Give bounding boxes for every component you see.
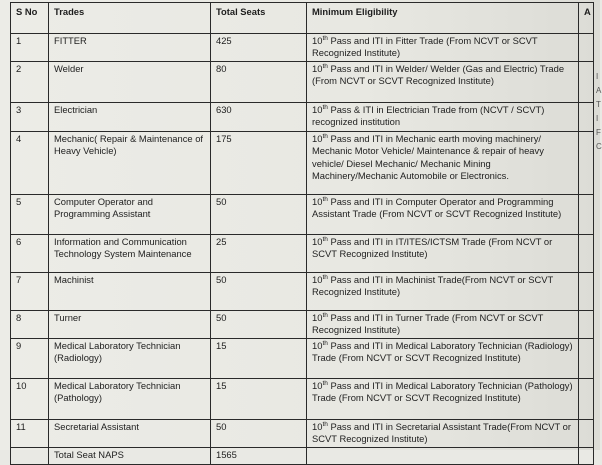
header-minimum-eligibility: Minimum Eligibility bbox=[307, 3, 579, 34]
class-number: 10 bbox=[312, 420, 323, 432]
table-row bbox=[11, 62, 594, 103]
header-trades: Trades bbox=[49, 3, 211, 34]
cut-off-cell bbox=[579, 273, 594, 311]
ordinal-suffix: th bbox=[322, 420, 328, 428]
trades-table bbox=[10, 2, 594, 465]
class-number: 10 bbox=[312, 236, 323, 247]
seats-cell: 425 bbox=[211, 34, 307, 62]
seats-cell: 80 bbox=[211, 62, 307, 103]
sno-cell: 11 bbox=[11, 419, 49, 447]
ordinal-suffix: th bbox=[322, 195, 328, 203]
ordinal-suffix: th bbox=[322, 62, 328, 70]
eligibility-cell bbox=[307, 62, 579, 103]
sno-cell: 6 bbox=[11, 235, 49, 273]
eligibility-text: Pass and ITI in Computer Operator and Programming Assistant Trade (From NCVT or SCVT Recognized Institute) bbox=[312, 196, 562, 220]
eligibility-cell bbox=[307, 195, 579, 235]
total-label: Total Seat NAPS bbox=[49, 447, 211, 464]
table-row bbox=[11, 34, 594, 62]
cut-off-cell bbox=[579, 378, 594, 419]
trade-cell: Medical Laboratory Technician (Pathology) bbox=[49, 378, 211, 419]
cut-off-cell bbox=[579, 34, 594, 62]
ordinal-suffix: th bbox=[322, 132, 328, 140]
cut-off-cell bbox=[579, 419, 594, 447]
class-number: 10 bbox=[312, 104, 323, 115]
seats-cell: 630 bbox=[211, 103, 307, 132]
eligibility-cell bbox=[307, 235, 579, 273]
eligibility-cell bbox=[307, 103, 579, 132]
table-row bbox=[11, 103, 594, 132]
eligibility-text: Pass and ITI in Welder/ Welder (Gas and Electric) Trade (From NCVT or SCVT Recognized Institute) bbox=[312, 63, 565, 87]
eligibility-text: Pass and ITI in IT/ITES/ICTSM Trade (From NCVT or SCVT Recognized Institute) bbox=[312, 236, 553, 260]
margin-letter: A bbox=[596, 86, 602, 95]
ordinal-suffix: th bbox=[322, 273, 328, 281]
total-row bbox=[11, 447, 594, 464]
class-number: 10 bbox=[312, 35, 323, 46]
seats-cell: 50 bbox=[211, 311, 307, 339]
cut-off-cell bbox=[579, 311, 594, 339]
ordinal-suffix: th bbox=[322, 311, 328, 319]
cut-off-cell bbox=[579, 195, 594, 235]
eligibility-cell bbox=[307, 378, 579, 419]
total-seats: 1565 bbox=[211, 447, 307, 464]
seats-cell: 15 bbox=[211, 338, 307, 378]
eligibility-text: Pass & ITI in Electrician Trade from (NCVT / SCVT) recognized institution bbox=[312, 104, 545, 128]
margin-letters bbox=[596, 70, 602, 154]
ordinal-suffix: th bbox=[322, 379, 328, 387]
seats-cell: 50 bbox=[211, 273, 307, 311]
class-number: 10 bbox=[312, 379, 323, 391]
cut-off-cell bbox=[579, 62, 594, 103]
total-eligibility bbox=[307, 447, 579, 464]
cut-off-cell bbox=[579, 103, 594, 132]
table-row bbox=[11, 273, 594, 311]
table-row bbox=[11, 419, 594, 447]
table-row bbox=[11, 195, 594, 235]
class-number: 10 bbox=[312, 133, 323, 144]
trade-cell: Computer Operator and Programming Assistant bbox=[49, 195, 211, 235]
eligibility-text: Pass and ITI in Mechanic earth moving machinery/ Mechanic Motor Vehicle/ Maintenance & repair of heavy vehicle/ Diesel Mechanic/ Mechanic Mining Machinery/Mechanic Automobile or Electronics. bbox=[312, 133, 544, 181]
eligibility-text: Pass and ITI in Secretarial Assistant Trade(From NCVT or SCVT Recognized Institute) bbox=[312, 420, 572, 444]
cut-off-cell bbox=[579, 235, 594, 273]
eligibility-cell bbox=[307, 338, 579, 378]
table-row bbox=[11, 132, 594, 195]
cut-off-cell bbox=[579, 338, 594, 378]
table-row bbox=[11, 338, 594, 378]
total-sno bbox=[11, 447, 49, 464]
ordinal-suffix: th bbox=[322, 34, 328, 42]
class-number: 10 bbox=[312, 196, 323, 207]
eligibility-text: Pass and ITI in Turner Trade (From NCVT or SCVT Recognized Institute) bbox=[312, 312, 544, 336]
trade-cell: Mechanic( Repair & Maintenance of Heavy Vehicle) bbox=[49, 132, 211, 195]
trade-cell: Information and Communication Technology System Maintenance bbox=[49, 235, 211, 273]
sno-cell: 2 bbox=[11, 62, 49, 103]
ordinal-suffix: th bbox=[322, 339, 328, 347]
eligibility-cell bbox=[307, 132, 579, 195]
trade-cell: Welder bbox=[49, 62, 211, 103]
header-sno: S No bbox=[11, 3, 49, 34]
header-cut-off: A bbox=[579, 3, 594, 34]
sno-cell: 5 bbox=[11, 195, 49, 235]
sno-cell: 7 bbox=[11, 273, 49, 311]
margin-letter: C bbox=[596, 142, 602, 151]
eligibility-text: Pass and ITI in Medical Laboratory Technician (Pathology) Trade (From NCVT or SCVT Recognized Institute) bbox=[312, 379, 573, 403]
trade-cell: Machinist bbox=[49, 273, 211, 311]
cut-off-cell bbox=[579, 132, 594, 195]
trade-cell: Electrician bbox=[49, 103, 211, 132]
sno-cell: 10 bbox=[11, 378, 49, 419]
sno-cell: 4 bbox=[11, 132, 49, 195]
seats-cell: 50 bbox=[211, 419, 307, 447]
eligibility-cell bbox=[307, 273, 579, 311]
eligibility-text: Pass and ITI in Fitter Trade (From NCVT or SCVT Recognized Institute) bbox=[312, 35, 538, 59]
margin-letter: I bbox=[596, 114, 599, 123]
seats-cell: 15 bbox=[211, 378, 307, 419]
total-extra bbox=[579, 447, 594, 464]
seats-cell: 175 bbox=[211, 132, 307, 195]
margin-letter: T bbox=[596, 100, 601, 109]
class-number: 10 bbox=[312, 312, 323, 323]
table-row bbox=[11, 378, 594, 419]
eligibility-cell bbox=[307, 419, 579, 447]
header-total-seats: Total Seats bbox=[211, 3, 307, 34]
sno-cell: 9 bbox=[11, 338, 49, 378]
header-row bbox=[11, 3, 594, 34]
eligibility-text: Pass and ITI in Medical Laboratory Technician (Radiology) Trade (From NCVT or SCVT Recognized Institute) bbox=[312, 339, 573, 363]
seats-cell: 50 bbox=[211, 195, 307, 235]
seats-cell: 25 bbox=[211, 235, 307, 273]
trade-cell: Secretarial Assistant bbox=[49, 419, 211, 447]
table-row bbox=[11, 311, 594, 339]
class-number: 10 bbox=[312, 274, 323, 285]
margin-letter: I bbox=[596, 72, 599, 81]
margin-letter: F bbox=[596, 128, 601, 137]
eligibility-text: Pass and ITI in Machinist Trade(From NCVT or SCVT Recognized Institute) bbox=[312, 274, 554, 298]
class-number: 10 bbox=[312, 63, 323, 74]
sno-cell: 8 bbox=[11, 311, 49, 339]
eligibility-cell bbox=[307, 311, 579, 339]
trade-cell: Turner bbox=[49, 311, 211, 339]
ordinal-suffix: th bbox=[322, 235, 328, 243]
trade-cell: FITTER bbox=[49, 34, 211, 62]
eligibility-cell bbox=[307, 34, 579, 62]
ordinal-suffix: th bbox=[322, 103, 328, 111]
table-row bbox=[11, 235, 594, 273]
sno-cell: 3 bbox=[11, 103, 49, 132]
class-number: 10 bbox=[312, 339, 323, 351]
sno-cell: 1 bbox=[11, 34, 49, 62]
trade-cell: Medical Laboratory Technician (Radiology) bbox=[49, 338, 211, 378]
